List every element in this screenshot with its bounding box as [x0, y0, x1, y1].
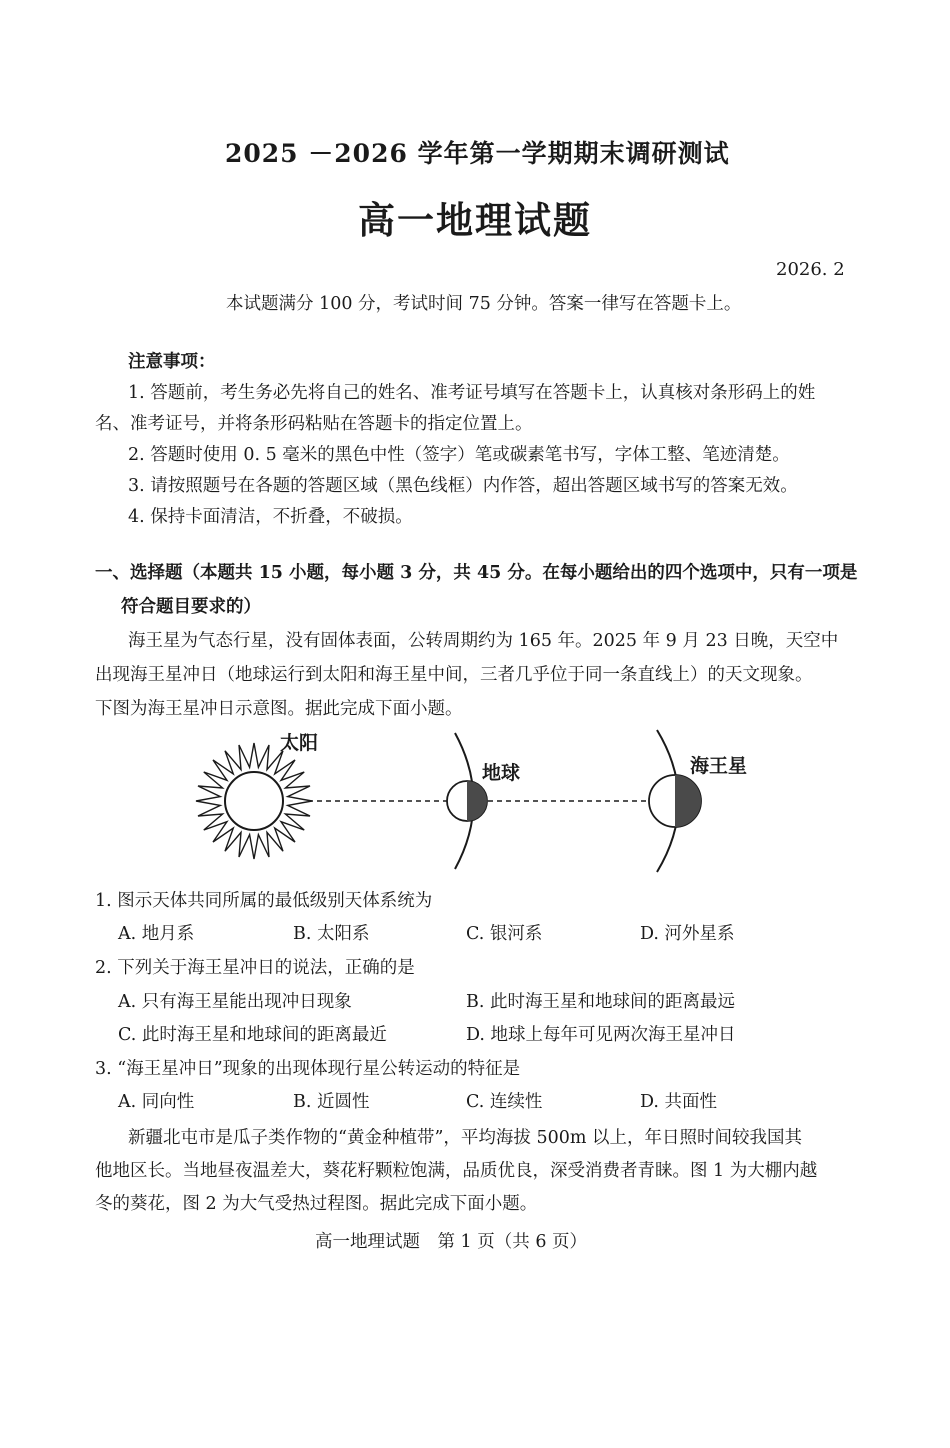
passage-2-line-2: 他地区长。当地昼夜温差大，葵花籽颗粒饱满，品质优良，深受消费者青睐。图 1 为大棚内越: [95, 1161, 818, 1181]
neptune-icon: [649, 775, 701, 827]
passage-1-line-2: 出现海王星冲日（地球运行到太阳和海王星中间，三者几乎位于同一条直线上）的天文现象。: [95, 665, 813, 685]
exam-term-heading: 2025 －2026 学年第一学期期末调研测试: [225, 139, 730, 168]
neptune-label: 海王星: [690, 755, 748, 777]
question-1-stem: 1. 图示天体共同所属的最低级别天体系统为: [95, 891, 433, 911]
note-item-2: 2. 答题时使用 0. 5 毫米的黑色中性（签字）笔或碳素笔书写，字体工整、笔迹清楚。: [128, 445, 790, 465]
page-footer: 高一地理试题 第 1 页（共 6 页）: [315, 1232, 588, 1252]
passage-1-line-3: 下图为海王星冲日示意图。据此完成下面小题。: [95, 699, 463, 719]
passage-2-line-3: 冬的葵花，图 2 为大气受热过程图。据此完成下面小题。: [95, 1194, 538, 1214]
page-title: 高一地理试题: [358, 198, 592, 242]
sun-icon: [196, 743, 312, 859]
question-3-option-b: B. 近圆性: [293, 1092, 370, 1112]
question-2-option-d: D. 地球上每年可见两次海王星冲日: [466, 1025, 736, 1045]
question-1-option-b: B. 太阳系: [293, 924, 370, 944]
exam-intro: 本试题满分 100 分，考试时间 75 分钟。答案一律写在答题卡上。: [226, 294, 742, 314]
note-item-4: 4. 保持卡面清洁，不折叠，不破损。: [128, 507, 413, 527]
notes-heading: 注意事项：: [128, 352, 216, 372]
earth-label: 地球: [482, 762, 521, 784]
exam-date: 2026. 2: [776, 259, 845, 280]
passage-1-line-1: 海王星为气态行星，没有固体表面，公转周期约为 165 年。2025 年 9 月 23 日晚，天空中: [128, 631, 839, 651]
earth-icon: [447, 781, 487, 821]
sun-label: 太阳: [280, 732, 319, 754]
passage-2-line-1: 新疆北屯市是瓜子类作物的“黄金种植带”，平均海拔 500m 以上，年日照时间较我国其: [128, 1128, 803, 1148]
question-2-option-c: C. 此时海王星和地球间的距离最近: [118, 1025, 387, 1045]
question-3-option-d: D. 共面性: [640, 1092, 718, 1112]
note-item-3: 3. 请按照题号在各题的答题区域（黑色线框）内作答，超出答题区域书写的答案无效。: [128, 476, 798, 496]
question-3-stem: 3. “海王星冲日”现象的出现体现行星公转运动的特征是: [95, 1059, 521, 1079]
note-item-1-line-2: 名、准考证号，并将条形码粘贴在答题卡的指定位置上。: [95, 414, 533, 434]
question-3-option-c: C. 连续性: [466, 1092, 543, 1112]
question-1-option-d: D. 河外星系: [640, 924, 735, 944]
section-1-heading-line-1: 一、选择题（本题共 15 小题，每小题 3 分，共 45 分。在每小题给出的四个选项中，只有一项是: [95, 563, 858, 583]
section-1-heading-line-2: 符合题目要求的）: [121, 597, 261, 617]
neptune-opposition-figure: [180, 725, 748, 875]
question-1-option-c: C. 银河系: [466, 924, 543, 944]
question-2-stem: 2. 下列关于海王星冲日的说法，正确的是: [95, 958, 415, 978]
question-1-option-a: A. 地月系: [118, 924, 195, 944]
question-3-option-a: A. 同向性: [118, 1092, 195, 1112]
question-2-option-b: B. 此时海王星和地球间的距离最远: [466, 992, 735, 1012]
question-2-option-a: A. 只有海王星能出现冲日现象: [118, 992, 352, 1012]
note-item-1-line-1: 1. 答题前，考生务必先将自己的姓名、准考证号填写在答题卡上，认真核对条形码上的姓: [128, 383, 816, 403]
